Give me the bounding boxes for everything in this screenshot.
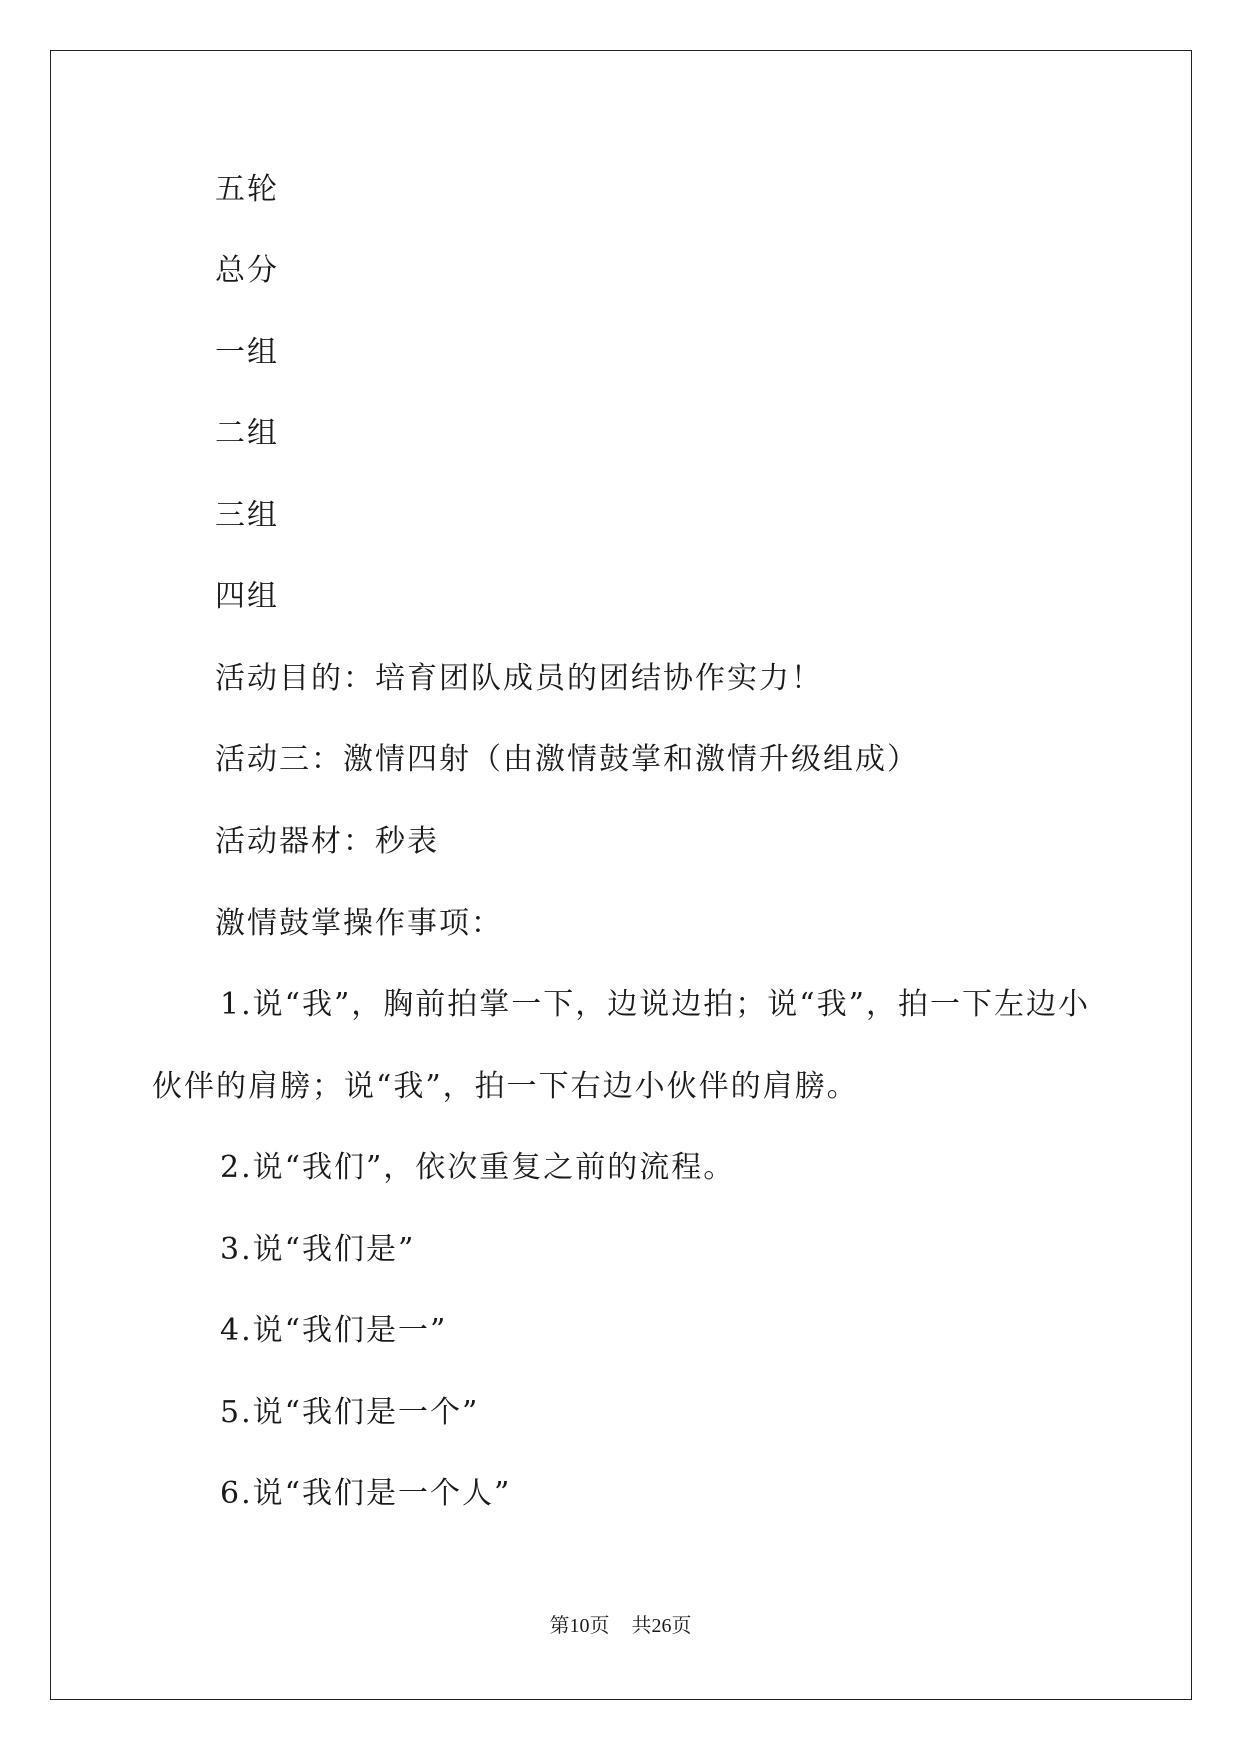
paragraph-activity-goal: 活动目的：培育团队成员的团结协作实力！: [215, 661, 823, 696]
step-3: 3.说“我们是”: [220, 1232, 416, 1267]
paragraph-steps-heading: 激情鼓掌操作事项：: [215, 906, 503, 941]
step-2: 2.说“我们”，依次重复之前的流程。: [220, 1150, 736, 1185]
page-footer: [0, 1612, 1241, 1640]
text-line: 总分: [215, 253, 279, 288]
step-1-line-2: 伙伴的肩膀；说“我”，拍一下右边小伙伴的肩膀。: [152, 1069, 859, 1104]
paragraph-activity-three: 活动三：激情四射（由激情鼓掌和激情升级组成）: [215, 742, 919, 777]
step-6: 6.说“我们是一个人”: [220, 1476, 512, 1511]
page-number-total: 共26页: [631, 1615, 692, 1637]
text-line: 三组: [215, 498, 279, 533]
paragraph-equipment: 活动器材：秒表: [215, 824, 439, 859]
page-number-current: 第10页: [549, 1615, 610, 1637]
text-line: 五轮: [215, 172, 279, 207]
step-4: 4.说“我们是一”: [220, 1313, 448, 1348]
page-border: [50, 50, 1192, 1700]
step-1-line-1: 1.说“我”，胸前拍掌一下，边说边拍；说“我”，拍一下左边小: [220, 987, 1090, 1022]
text-line: 二组: [215, 416, 279, 451]
text-line: 四组: [215, 579, 279, 614]
step-5: 5.说“我们是一个”: [220, 1395, 480, 1430]
text-line: 一组: [215, 335, 279, 370]
